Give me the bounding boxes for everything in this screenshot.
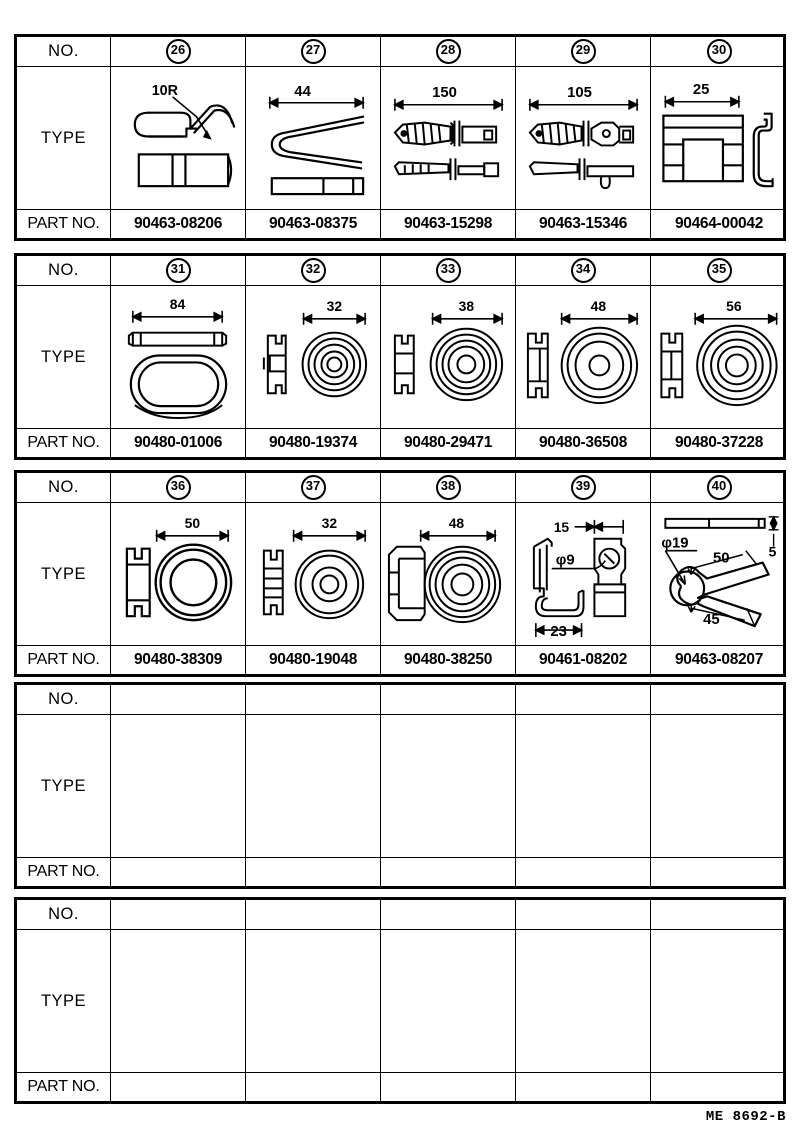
dimension-label: 48 bbox=[448, 514, 465, 531]
row-label-type-text: TYPE bbox=[40, 991, 87, 1010]
part-drawing-40 bbox=[651, 503, 787, 645]
cell-no-30 bbox=[651, 37, 787, 66]
item-number-badge: 38 bbox=[436, 475, 461, 500]
dimension-label: 44 bbox=[294, 83, 311, 100]
part-drawing-37 bbox=[246, 503, 380, 645]
drawing-cell-empty-5 bbox=[651, 715, 787, 857]
cell-partno-40 bbox=[651, 646, 787, 674]
table-3-part-row bbox=[17, 646, 783, 674]
part-number-value: 90480-01006 bbox=[133, 434, 223, 451]
part-drawing-31 bbox=[111, 286, 245, 428]
cell-partno-38 bbox=[381, 646, 516, 674]
cell-no-empty-2 bbox=[246, 685, 381, 714]
cell-partno-34 bbox=[516, 429, 651, 457]
table-5-part-row bbox=[17, 1073, 783, 1101]
drawing-cell-empty-3 bbox=[381, 715, 516, 857]
drawing-cell-empty-9 bbox=[516, 930, 651, 1072]
cell-no-empty-3 bbox=[381, 685, 516, 714]
drawing-cell-28 bbox=[381, 67, 516, 209]
cell-no-empty-8 bbox=[381, 900, 516, 929]
cell-partno-empty-1 bbox=[111, 858, 246, 886]
item-number-badge: 33 bbox=[436, 258, 461, 283]
row-label-no-text: NO. bbox=[48, 690, 79, 708]
part-number-value: 90480-38250 bbox=[403, 651, 493, 668]
cell-partno-32 bbox=[246, 429, 381, 457]
cell-no-35 bbox=[651, 256, 787, 285]
part-drawing-30 bbox=[651, 67, 787, 209]
drawing-cell-29 bbox=[516, 67, 651, 209]
part-number-value: 90480-38309 bbox=[133, 651, 223, 668]
drawing-cell-40 bbox=[651, 503, 787, 645]
row-label-no-text: NO. bbox=[48, 261, 79, 279]
parts-table-3 bbox=[14, 470, 786, 677]
cell-partno-37 bbox=[246, 646, 381, 674]
dimension-label: 23 bbox=[550, 624, 567, 641]
drawing-cell-33 bbox=[381, 286, 516, 428]
part-drawing-26 bbox=[111, 67, 245, 209]
item-number-badge: 31 bbox=[166, 258, 191, 283]
table-3-no-row bbox=[17, 473, 783, 503]
cell-no-39 bbox=[516, 473, 651, 502]
part-drawing-32 bbox=[246, 286, 380, 428]
part-drawing-36 bbox=[111, 503, 245, 645]
drawing-cell-empty-6 bbox=[111, 930, 246, 1072]
cell-partno-36 bbox=[111, 646, 246, 674]
part-number-value: 90463-15346 bbox=[538, 215, 628, 232]
row-label-type bbox=[17, 715, 111, 857]
dimension-label: 84 bbox=[169, 295, 186, 312]
cell-partno-empty-6 bbox=[111, 1073, 246, 1101]
part-drawing-39 bbox=[516, 503, 650, 645]
row-label-part-no bbox=[17, 858, 111, 886]
item-number-badge: 32 bbox=[301, 258, 326, 283]
dimension-label: 32 bbox=[326, 297, 343, 314]
cell-partno-39 bbox=[516, 646, 651, 674]
dimension-label: 48 bbox=[590, 297, 607, 314]
dimension-label: 50 bbox=[184, 514, 201, 531]
drawing-cell-empty-1 bbox=[111, 715, 246, 857]
cell-partno-empty-5 bbox=[651, 858, 787, 886]
part-drawing-35 bbox=[651, 286, 787, 428]
row-label-no bbox=[17, 256, 111, 285]
dimension-label: 32 bbox=[321, 514, 338, 531]
item-number-badge: 36 bbox=[166, 475, 191, 500]
item-number-badge: 26 bbox=[166, 39, 191, 64]
row-label-type-text: TYPE bbox=[40, 347, 87, 366]
cell-no-31 bbox=[111, 256, 246, 285]
part-number-value: 90480-19048 bbox=[268, 651, 358, 668]
parts-table-4-empty bbox=[14, 682, 786, 889]
cell-partno-empty-7 bbox=[246, 1073, 381, 1101]
table-1-type-row bbox=[17, 67, 783, 210]
row-label-no-text: NO. bbox=[48, 42, 79, 60]
row-label-part-no bbox=[17, 429, 111, 457]
cell-no-27 bbox=[246, 37, 381, 66]
part-number-value: 90480-37228 bbox=[674, 434, 764, 451]
dimension-label: 10R bbox=[151, 82, 179, 99]
item-number-badge: 28 bbox=[436, 39, 461, 64]
table-1-no-row bbox=[17, 37, 783, 67]
cell-no-40 bbox=[651, 473, 787, 502]
cell-no-empty-9 bbox=[516, 900, 651, 929]
cell-no-34 bbox=[516, 256, 651, 285]
row-label-type-text: TYPE bbox=[40, 776, 87, 795]
dimension-label: 45 bbox=[703, 612, 720, 629]
page-footer-code: ME 8692-B bbox=[705, 1109, 786, 1125]
item-number-badge: 39 bbox=[571, 475, 596, 500]
item-number-badge: 40 bbox=[707, 475, 732, 500]
table-2-type-row bbox=[17, 286, 783, 429]
item-number-badge: 29 bbox=[571, 39, 596, 64]
dimension-label: 38 bbox=[458, 297, 475, 314]
cell-no-38 bbox=[381, 473, 516, 502]
table-4-part-row bbox=[17, 858, 783, 886]
row-label-type-text: TYPE bbox=[40, 128, 87, 147]
dimension-label: 50 bbox=[713, 550, 730, 567]
item-number-badge: 27 bbox=[301, 39, 326, 64]
part-drawing-29 bbox=[516, 67, 650, 209]
cell-partno-29 bbox=[516, 210, 651, 238]
cell-no-33 bbox=[381, 256, 516, 285]
cell-no-29 bbox=[516, 37, 651, 66]
cell-no-empty-4 bbox=[516, 685, 651, 714]
cell-partno-empty-9 bbox=[516, 1073, 651, 1101]
part-number-value: 90480-29471 bbox=[403, 434, 493, 451]
parts-table-1 bbox=[14, 34, 786, 241]
cell-partno-26 bbox=[111, 210, 246, 238]
cell-partno-31 bbox=[111, 429, 246, 457]
part-drawing-33 bbox=[381, 286, 515, 428]
part-drawing-38 bbox=[381, 503, 515, 645]
dimension-label: 150 bbox=[432, 84, 457, 101]
row-label-no bbox=[17, 37, 111, 66]
cell-partno-empty-10 bbox=[651, 1073, 787, 1101]
cell-no-empty-7 bbox=[246, 900, 381, 929]
part-drawing-27 bbox=[246, 67, 380, 209]
cell-no-37 bbox=[246, 473, 381, 502]
drawing-cell-36 bbox=[111, 503, 246, 645]
cell-partno-empty-3 bbox=[381, 858, 516, 886]
cell-partno-27 bbox=[246, 210, 381, 238]
row-label-type-text: TYPE bbox=[40, 564, 87, 583]
drawing-cell-38 bbox=[381, 503, 516, 645]
row-label-part-no-text: PART NO. bbox=[27, 215, 100, 232]
drawing-cell-31 bbox=[111, 286, 246, 428]
drawing-cell-27 bbox=[246, 67, 381, 209]
row-label-part-no-text: PART NO. bbox=[27, 651, 100, 668]
drawing-cell-empty-2 bbox=[246, 715, 381, 857]
row-label-no bbox=[17, 685, 111, 714]
item-number-badge: 37 bbox=[301, 475, 326, 500]
drawing-cell-empty-8 bbox=[381, 930, 516, 1072]
item-number-badge: 34 bbox=[571, 258, 596, 283]
cell-partno-empty-8 bbox=[381, 1073, 516, 1101]
row-label-part-no bbox=[17, 1073, 111, 1101]
drawing-cell-26 bbox=[111, 67, 246, 209]
row-label-type bbox=[17, 67, 111, 209]
row-label-part-no-text: PART NO. bbox=[27, 863, 100, 880]
part-number-value: 90463-15298 bbox=[403, 215, 493, 232]
cell-partno-30 bbox=[651, 210, 787, 238]
cell-no-28 bbox=[381, 37, 516, 66]
row-label-no bbox=[17, 473, 111, 502]
row-label-type bbox=[17, 503, 111, 645]
parts-table-5-empty bbox=[14, 897, 786, 1104]
row-label-part-no-text: PART NO. bbox=[27, 1078, 100, 1095]
table-4-type-row bbox=[17, 715, 783, 858]
dimension-label: 25 bbox=[692, 81, 710, 98]
table-5-no-row bbox=[17, 900, 783, 930]
part-number-value: 90480-19374 bbox=[268, 434, 358, 451]
drawing-cell-35 bbox=[651, 286, 787, 428]
row-label-type bbox=[17, 286, 111, 428]
cell-no-empty-10 bbox=[651, 900, 787, 929]
part-drawing-28 bbox=[381, 67, 515, 209]
cell-no-36 bbox=[111, 473, 246, 502]
item-number-badge: 30 bbox=[707, 39, 732, 64]
drawing-cell-empty-7 bbox=[246, 930, 381, 1072]
table-4-no-row bbox=[17, 685, 783, 715]
cell-no-26 bbox=[111, 37, 246, 66]
cell-partno-35 bbox=[651, 429, 787, 457]
drawing-cell-30 bbox=[651, 67, 787, 209]
row-label-part-no bbox=[17, 646, 111, 674]
dimension-label: 105 bbox=[567, 84, 592, 101]
parts-table-2 bbox=[14, 253, 786, 460]
drawing-cell-empty-10 bbox=[651, 930, 787, 1072]
row-label-type bbox=[17, 930, 111, 1072]
row-label-no-text: NO. bbox=[48, 478, 79, 496]
drawing-cell-34 bbox=[516, 286, 651, 428]
cell-partno-empty-4 bbox=[516, 858, 651, 886]
part-number-value: 90463-08375 bbox=[268, 215, 358, 232]
dimension-label: 5 bbox=[768, 543, 777, 560]
cell-no-empty-6 bbox=[111, 900, 246, 929]
cell-partno-33 bbox=[381, 429, 516, 457]
dimension-label: φ9 bbox=[555, 552, 575, 569]
row-label-part-no-text: PART NO. bbox=[27, 434, 100, 451]
part-number-value: 90463-08206 bbox=[133, 215, 223, 232]
table-2-part-row bbox=[17, 429, 783, 457]
row-label-part-no bbox=[17, 210, 111, 238]
drawing-cell-37 bbox=[246, 503, 381, 645]
drawing-cell-39 bbox=[516, 503, 651, 645]
table-3-type-row bbox=[17, 503, 783, 646]
cell-no-empty-5 bbox=[651, 685, 787, 714]
cell-no-empty-1 bbox=[111, 685, 246, 714]
drawing-cell-empty-4 bbox=[516, 715, 651, 857]
dimension-label: 15 bbox=[553, 518, 570, 535]
cell-partno-empty-2 bbox=[246, 858, 381, 886]
item-number-badge: 35 bbox=[707, 258, 732, 283]
row-label-no-text: NO. bbox=[48, 905, 79, 923]
dimension-label: φ19 bbox=[661, 535, 689, 552]
cell-no-32 bbox=[246, 256, 381, 285]
drawing-cell-32 bbox=[246, 286, 381, 428]
part-number-value: 90464-00042 bbox=[674, 215, 764, 232]
row-label-no bbox=[17, 900, 111, 929]
table-2-no-row bbox=[17, 256, 783, 286]
part-number-value: 90463-08207 bbox=[674, 651, 764, 668]
part-number-value: 90480-36508 bbox=[538, 434, 628, 451]
table-5-type-row bbox=[17, 930, 783, 1073]
part-drawing-34 bbox=[516, 286, 650, 428]
cell-partno-28 bbox=[381, 210, 516, 238]
table-1-part-row bbox=[17, 210, 783, 238]
part-number-value: 90461-08202 bbox=[538, 651, 628, 668]
dimension-label: 56 bbox=[726, 297, 742, 314]
